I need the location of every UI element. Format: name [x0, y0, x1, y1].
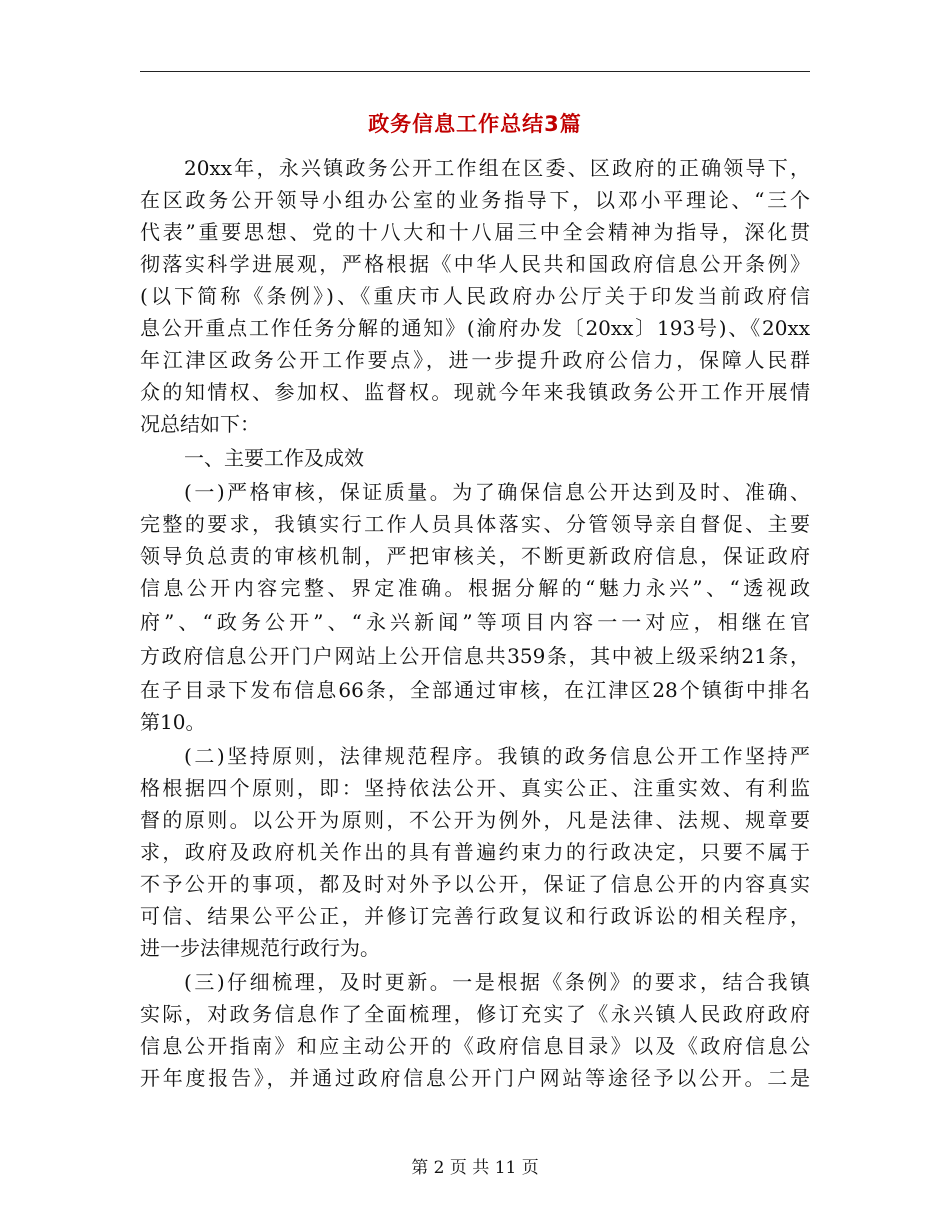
body-line: 方政府信息公开门户网站上公开信息共359条，其中被上级采纳21条，: [140, 644, 810, 668]
body-line: 息公开重点工作任务分解的通知》(渝府办发〔20xx〕193号)、《20xx: [140, 316, 810, 340]
document-title: 政务信息工作总结3篇: [368, 112, 582, 136]
body-line: 信息公开指南》和应主动公开的《政府信息目录》以及《政府信息公: [140, 1034, 810, 1058]
body-line: 年江津区政务公开工作要点》，进一步提升政府公信力，保障人民群: [140, 348, 810, 372]
body-line: (三)仔细梳理，及时更新。一是根据《条例》的要求，结合我镇: [184, 970, 810, 994]
body-line: 开年度报告》，并通过政府信息公开门户网站等途径予以公开。二是: [140, 1066, 810, 1090]
body-line: 府”、“政务公开”、“永兴新闻”等项目内容一一对应，相继在官: [140, 610, 810, 634]
body-line: 格根据四个原则，即：坚持依法公开、真实公正、注重实效、有利监: [140, 776, 810, 800]
body-line: 信息公开内容完整、界定准确。根据分解的“魅力永兴”、“透视政: [140, 576, 810, 600]
body-line: 完整的要求，我镇实行工作人员具体落实、分管领导亲自督促、主要: [140, 512, 810, 536]
body-line: (一)严格审核，保证质量。为了确保信息公开达到及时、准确、: [184, 480, 810, 504]
body-line: 进一步法律规范行政行为。: [140, 936, 380, 960]
body-line: 在子目录下发布信息66条，全部通过审核，在江津区28个镇街中排名: [140, 678, 810, 702]
section-heading: 一、主要工作及成效: [184, 446, 364, 470]
body-line: 求，政府及政府机关作出的具有普遍约束力的行政决定，只要不属于: [140, 840, 810, 864]
body-line: 不予公开的事项，都及时对外予以公开，保证了信息公开的内容真实: [140, 872, 810, 896]
body-line: (二)坚持原则，法律规范程序。我镇的政务信息公开工作坚持严: [184, 744, 810, 768]
body-line: (以下简称《条例》)、《重庆市人民政府办公厅关于印发当前政府信: [140, 284, 810, 308]
body-line: 督的原则。以公开为原则，不公开为例外，凡是法律、法规、规章要: [140, 808, 810, 832]
page-number: 第 2 页 共 11 页: [411, 1158, 539, 1178]
header-rule: [140, 71, 810, 72]
body-line: 20xx年，永兴镇政务公开工作组在区委、区政府的正确领导下，: [184, 156, 810, 180]
body-line: 况总结如下：: [140, 412, 260, 436]
body-line: 领导负总责的审核机制，严把审核关，不断更新政府信息，保证政府: [140, 544, 810, 568]
body-line: 众的知情权、参加权、监督权。现就今年来我镇政务公开工作开展情: [140, 380, 810, 404]
body-line: 在区政务公开领导小组办公室的业务指导下，以邓小平理论、“三个: [140, 188, 810, 212]
body-line: 第10。: [140, 710, 206, 734]
body-line: 可信、结果公平公正，并修订完善行政复议和行政诉讼的相关程序，: [140, 904, 810, 928]
body-line: 代表”重要思想、党的十八大和十八届三中全会精神为指导，深化贯: [140, 220, 810, 244]
body-line: 彻落实科学进展观，严格根据《中华人民共和国政府信息公开条例》: [140, 252, 810, 276]
body-line: 实际，对政务信息作了全面梳理，修订充实了《永兴镇人民政府政府: [140, 1002, 810, 1026]
